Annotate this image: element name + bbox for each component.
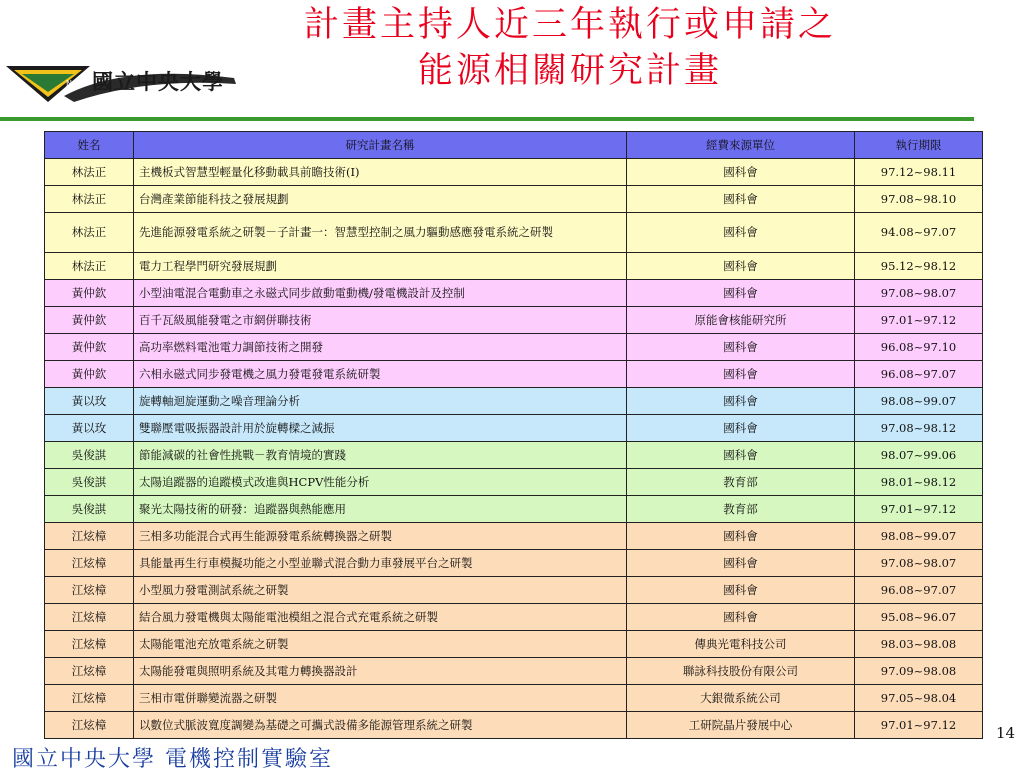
header-project: 研究計畫名稱 <box>134 132 627 159</box>
cell-project: 三相多功能混合式再生能源發電系統轉換器之研製 <box>134 523 627 550</box>
cell-source: 國科會 <box>627 388 855 415</box>
cell-name: 吳俊諆 <box>45 496 134 523</box>
cell-name: 林法正 <box>45 159 134 186</box>
cell-period: 98.08~99.07 <box>855 523 983 550</box>
table-row <box>45 334 983 361</box>
table-row <box>45 712 983 739</box>
cell-project: 高功率燃料電池電力調節技術之開發 <box>134 334 627 361</box>
cell-name: 吳俊諆 <box>45 469 134 496</box>
cell-period: 98.07~99.06 <box>855 442 983 469</box>
table-row <box>45 604 983 631</box>
cell-name: 黃仲欽 <box>45 280 134 307</box>
cell-source: 國科會 <box>627 213 855 253</box>
table-row <box>45 159 983 186</box>
cell-project: 雙聯壓電吸振器設計用於旋轉樑之減振 <box>134 415 627 442</box>
page-title <box>180 2 960 94</box>
cell-name: 江炫樟 <box>45 604 134 631</box>
cell-period: 96.08~97.07 <box>855 361 983 388</box>
cell-name: 黃以玫 <box>45 415 134 442</box>
cell-project: 太陽能電池充放電系統之研製 <box>134 631 627 658</box>
cell-name: 黃以玫 <box>45 388 134 415</box>
cell-source: 國科會 <box>627 159 855 186</box>
project-table <box>44 131 983 739</box>
cell-period: 97.05~98.04 <box>855 685 983 712</box>
cell-source: 教育部 <box>627 469 855 496</box>
table-row <box>45 658 983 685</box>
header-divider <box>0 117 974 121</box>
header-period: 執行期限 <box>855 132 983 159</box>
table-row <box>45 253 983 280</box>
cell-name: 黃仲欽 <box>45 334 134 361</box>
cell-project: 結合風力發電機與太陽能電池模組之混合式充電系統之研製 <box>134 604 627 631</box>
cell-period: 97.08~98.07 <box>855 280 983 307</box>
header-name: 姓名 <box>45 132 134 159</box>
cell-name: 江炫樟 <box>45 577 134 604</box>
cell-source: 大銀微系統公司 <box>627 685 855 712</box>
table-row <box>45 415 983 442</box>
cell-source: 工研院晶片發展中心 <box>627 712 855 739</box>
page-number: 14 <box>996 724 1016 742</box>
cell-project: 三相市電併聯變流器之研製 <box>134 685 627 712</box>
cell-source: 原能會核能研究所 <box>627 307 855 334</box>
table-row <box>45 388 983 415</box>
cell-period: 97.01~97.12 <box>855 307 983 334</box>
cell-name: 江炫樟 <box>45 523 134 550</box>
cell-period: 97.12~98.11 <box>855 159 983 186</box>
table-row <box>45 361 983 388</box>
cell-name: 黃仲欽 <box>45 307 134 334</box>
table-row <box>45 631 983 658</box>
cell-project: 先進能源發電系統之研製－子計畫一：智慧型控制之風力驅動感應發電系統之研製 <box>134 213 627 253</box>
cell-name: 江炫樟 <box>45 550 134 577</box>
cell-project: 主機板式智慧型輕量化移動載具前瞻技術(I) <box>134 159 627 186</box>
cell-name: 林法正 <box>45 213 134 253</box>
cell-project: 小型風力發電測試系統之研製 <box>134 577 627 604</box>
cell-source: 國科會 <box>627 523 855 550</box>
cell-project: 具能量再生行車模擬功能之小型並聯式混合動力車發展平台之研製 <box>134 550 627 577</box>
cell-period: 97.08~98.10 <box>855 186 983 213</box>
cell-period: 96.08~97.10 <box>855 334 983 361</box>
cell-source: 教育部 <box>627 496 855 523</box>
table-row <box>45 307 983 334</box>
cell-source: 國科會 <box>627 442 855 469</box>
cell-period: 94.08~97.07 <box>855 213 983 253</box>
cell-source: 聯詠科技股份有限公司 <box>627 658 855 685</box>
header-source: 經費來源單位 <box>627 132 855 159</box>
cell-source: 國科會 <box>627 334 855 361</box>
table-header-row <box>45 132 983 159</box>
cell-name: 江炫樟 <box>45 631 134 658</box>
cell-period: 97.08~98.07 <box>855 550 983 577</box>
cell-project: 聚光太陽技術的研發：追蹤器與熱能應用 <box>134 496 627 523</box>
table-row <box>45 577 983 604</box>
cell-period: 95.12~98.12 <box>855 253 983 280</box>
cell-period: 97.09~98.08 <box>855 658 983 685</box>
table-row <box>45 280 983 307</box>
cell-project: 節能減碳的社會性挑戰－教育情境的實踐 <box>134 442 627 469</box>
cell-project: 電力工程學門研究發展規劃 <box>134 253 627 280</box>
cell-period: 95.08~96.07 <box>855 604 983 631</box>
cell-name: 吳俊諆 <box>45 442 134 469</box>
cell-period: 97.01~97.12 <box>855 496 983 523</box>
table-row <box>45 469 983 496</box>
table-row <box>45 550 983 577</box>
title-line-2: 能源相關研究計畫 <box>417 51 722 91</box>
cell-period: 97.08~98.12 <box>855 415 983 442</box>
cell-name: 林法正 <box>45 253 134 280</box>
cell-source: 國科會 <box>627 253 855 280</box>
cell-project: 太陽能發電與照明系統及其電力轉換器設計 <box>134 658 627 685</box>
cell-name: 林法正 <box>45 186 134 213</box>
table-row <box>45 496 983 523</box>
cell-source: 國科會 <box>627 361 855 388</box>
university-name: 國立中央大學 <box>92 69 224 94</box>
table-row <box>45 685 983 712</box>
cell-source: 國科會 <box>627 186 855 213</box>
title-line-1: 計畫主持人近三年執行或申請之 <box>303 5 836 45</box>
cell-period: 96.08~97.07 <box>855 577 983 604</box>
table-row <box>45 186 983 213</box>
logo-emblem-text: NCU <box>66 79 84 88</box>
cell-name: 江炫樟 <box>45 685 134 712</box>
table-row <box>45 213 983 253</box>
cell-source: 國科會 <box>627 604 855 631</box>
cell-source: 國科會 <box>627 550 855 577</box>
cell-period: 98.01~98.12 <box>855 469 983 496</box>
cell-source: 國科會 <box>627 577 855 604</box>
cell-project: 以數位式脈波寬度調變為基礎之可攜式設備多能源管理系統之研製 <box>134 712 627 739</box>
cell-name: 江炫樟 <box>45 712 134 739</box>
cell-project: 太陽追蹤器的追蹤模式改進與HCPV性能分析 <box>134 469 627 496</box>
cell-project: 台灣產業節能科技之發展規劃 <box>134 186 627 213</box>
cell-period: 97.01~97.12 <box>855 712 983 739</box>
cell-name: 黃仲欽 <box>45 361 134 388</box>
cell-project: 小型油電混合電動車之永磁式同步啟動電動機/發電機設計及控制 <box>134 280 627 307</box>
cell-source: 傳典光電科技公司 <box>627 631 855 658</box>
cell-project: 百千瓦級風能發電之市網併聯技術 <box>134 307 627 334</box>
table-row <box>45 523 983 550</box>
cell-source: 國科會 <box>627 280 855 307</box>
cell-project: 六相永磁式同步發電機之風力發電發電系統研製 <box>134 361 627 388</box>
table-row <box>45 442 983 469</box>
cell-source: 國科會 <box>627 415 855 442</box>
cell-period: 98.03~98.08 <box>855 631 983 658</box>
cell-name: 江炫樟 <box>45 658 134 685</box>
cell-project: 旋轉軸迴旋運動之噪音理論分析 <box>134 388 627 415</box>
cell-period: 98.08~99.07 <box>855 388 983 415</box>
footer-lab-name: 國立中央大學 電機控制實驗室 <box>12 747 333 772</box>
